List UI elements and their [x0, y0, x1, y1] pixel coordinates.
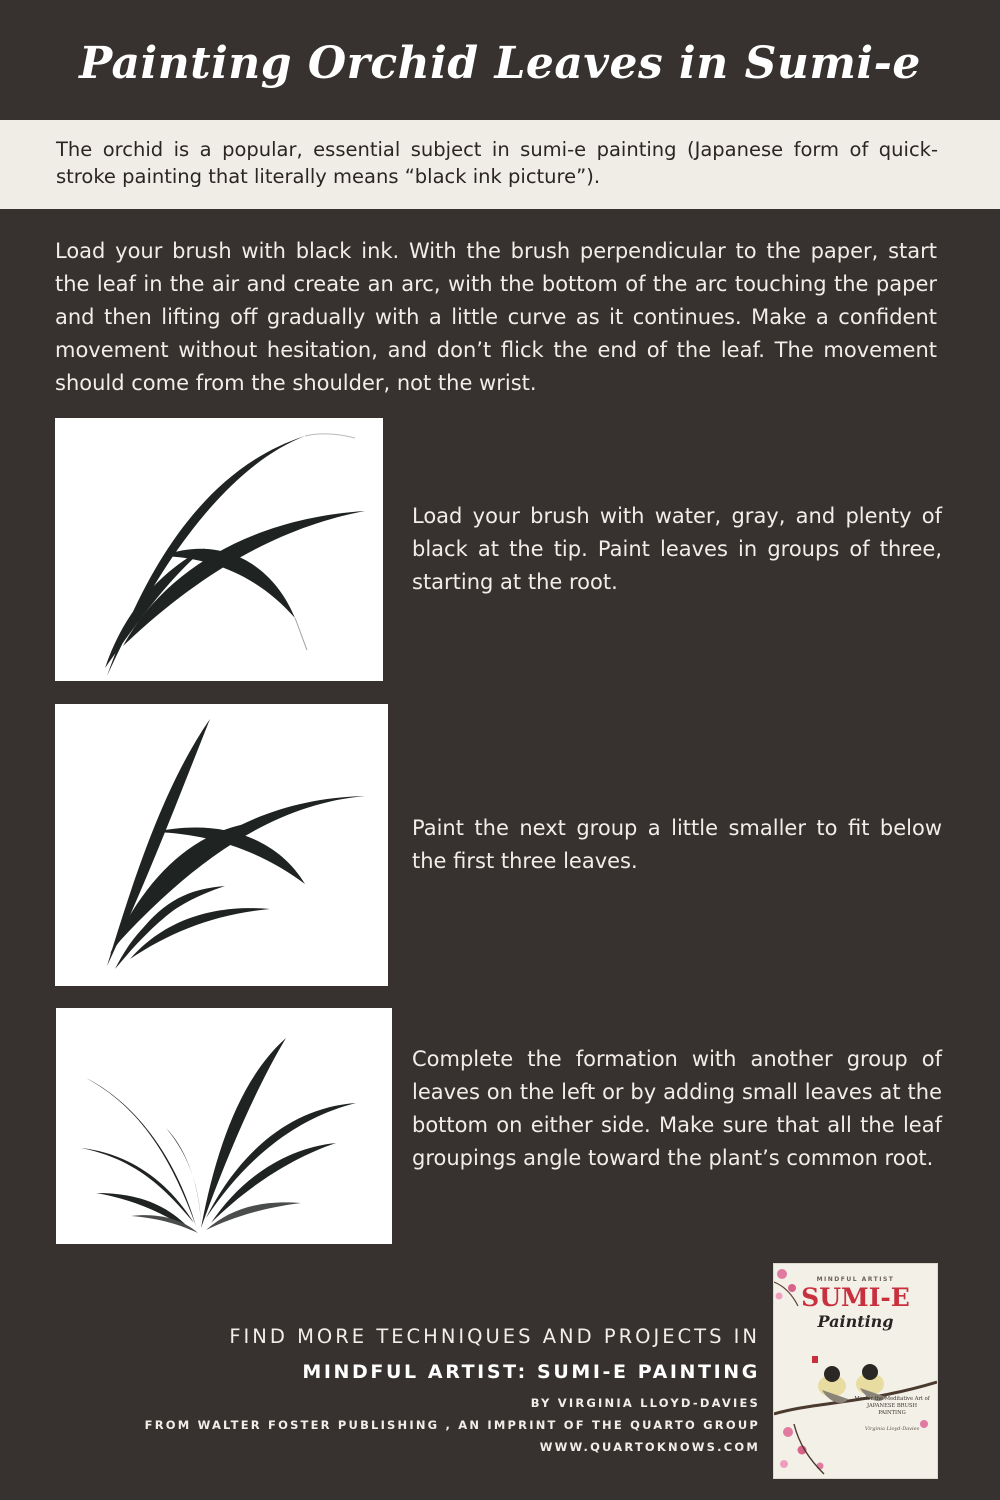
step-1-text: Load your brush with water, gray, and plenty of black at the tip. Paint leaves in groups of three, starting at the root.	[412, 504, 942, 594]
orchid-leaves-stage-1-image	[55, 418, 383, 681]
promo-author: BY VIRGINIA LLOYD-DAVIES	[530, 1396, 760, 1410]
intro-text: The orchid is a popular, essential subject in sumi-e painting (Japanese form of quick-stroke painting that literally means “black ink picture”).	[56, 138, 938, 188]
promo-lead: FIND MORE TECHNIQUES AND PROJECTS IN	[229, 1325, 760, 1348]
promo-website-link[interactable]: WWW.QUARTOKNOWS.COM	[539, 1440, 760, 1454]
step-3-painting	[56, 1008, 392, 1244]
step-1-painting	[55, 418, 383, 681]
cover-series: MINDFUL ARTIST	[816, 1276, 895, 1283]
promo-book-title: MINDFUL ARTIST: SUMI-E PAINTING	[302, 1361, 760, 1383]
cover-tagline: Master the Meditative Art of JAPANESE BRUSH PAINTING	[854, 1396, 930, 1416]
cover-title: SUMI-E	[801, 1283, 910, 1312]
promo-publisher: FROM WALTER FOSTER PUBLISHING , AN IMPRINT OF THE QUARTO GROUP	[144, 1418, 760, 1432]
book-cover[interactable]	[774, 1264, 937, 1478]
cover-author: Virginia Lloyd-Davies	[864, 1426, 920, 1432]
step-3-text: Complete the formation with another group of leaves on the left or by adding small leaves at the bottom on either side. Make sure that all the leaf groupings angle toward the plant’s common root.	[412, 1047, 942, 1170]
orchid-leaves-stage-3-image	[56, 1008, 392, 1244]
cover-subtitle: Painting	[817, 1312, 894, 1331]
instructions-text: Load your brush with black ink. With the brush perpendicular to the paper, start the leaf in the air and create an arc, with the bottom of the arc touching the paper and then lifting off gradually with a little curve as it continues. Make a confident movement without hesitation, and don’t flick the end of the leaf. The movement should come from the shoulder, not the wrist.	[55, 239, 937, 395]
step-2-painting	[55, 704, 388, 986]
orchid-leaves-stage-2-image	[55, 704, 388, 986]
page-title: Painting Orchid Leaves in Sumi-e	[79, 38, 921, 89]
step-2-text: Paint the next group a little smaller to fit below the first three leaves.	[412, 816, 942, 873]
